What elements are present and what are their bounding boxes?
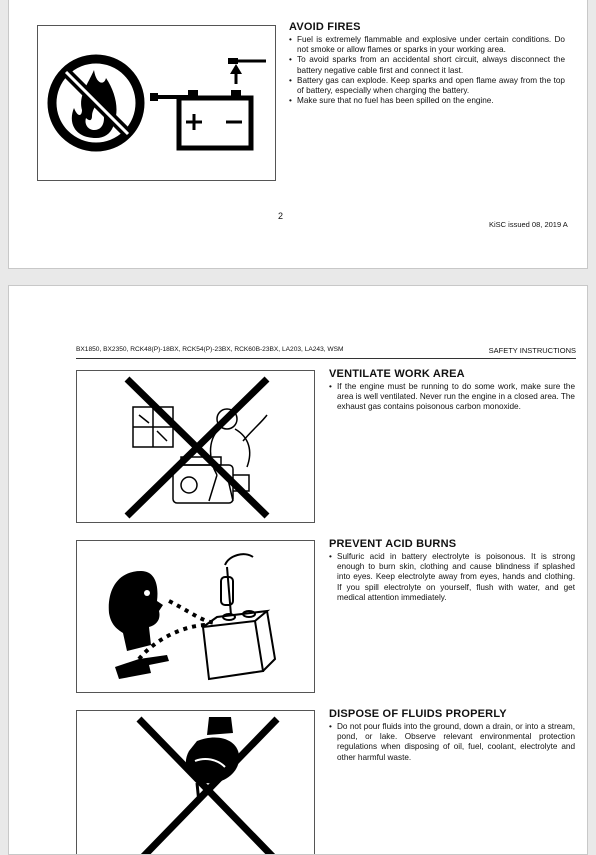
list-item: • Battery gas can explode. Keep sparks and open flame away from the top of battery, especially when charging the battery. (289, 76, 565, 96)
bullet-list (329, 552, 575, 603)
bullet-list (329, 382, 575, 413)
acid-burns-section (329, 538, 575, 603)
avoid-fires-section (289, 21, 565, 106)
battery-icon (203, 611, 275, 679)
manual-page-bottom (8, 285, 588, 855)
list-item: • If the engine must be running to do some work, make sure the area is well ventilated. Never run the engine in a closed area. The exhaust gas contains poisonous carbon monoxide. (329, 382, 575, 413)
chapter-title: SAFETY INSTRUCTIONS (488, 346, 576, 355)
section-heading: DISPOSE OF FLUIDS PROPERLY (329, 708, 507, 720)
dispose-fluids-section (329, 708, 575, 763)
section-heading: AVOID FIRES (289, 21, 361, 33)
page-number: 2 (278, 211, 284, 221)
list-item: • Make sure that no fuel has been spilled on the engine. (289, 96, 565, 106)
pointing-hand-icon (115, 655, 169, 679)
issued-note: KiSC issued 08, 2019 A (489, 220, 568, 229)
model-list: BX1850, BX2350, RCK48(P)-18BX, RCK54(P)-23BX, RCK60B-23BX, LA203, LA243, WSM (76, 346, 344, 353)
acid-burns-illustration (76, 540, 315, 693)
list-item: • To avoid sparks from an accidental short circuit, always disconnect the battery negative cable first and connect it last. (289, 55, 565, 75)
list-item: • Do not pour fluids into the ground, down a drain, or into a stream, pond, or lake. Observe relevant environmental protection regulations when disposing of oil, fuel, coolant, electrolyte and other harmful waste. (329, 722, 575, 763)
no-flame-icon (52, 59, 140, 147)
dispose-fluids-illustration (76, 710, 315, 855)
hydrometer-icon (221, 554, 253, 615)
section-heading: PREVENT ACID BURNS (329, 538, 457, 550)
manual-page-top (8, 0, 588, 269)
avoid-fires-illustration (37, 25, 276, 181)
window-icon (133, 407, 173, 447)
list-item: • Sulfuric acid in battery electrolyte is poisonous. It is strong enough to burn skin, clothing and cause blindness if splashed into eyes. Keep electrolyte away from eyes, hands and clothing. If you spill electrolyte on yourself, flush with water, and get medical attention immediately. (329, 552, 575, 603)
section-heading: VENTILATE WORK AREA (329, 368, 465, 380)
head-silhouette-icon (109, 571, 163, 651)
bullet-list (329, 722, 575, 763)
battery-icon (150, 58, 266, 148)
list-item: • Fuel is extremely flammable and explosive under certain conditions. Do not smoke or allow flames or sparks in your working area. (289, 35, 565, 55)
running-header (76, 346, 576, 359)
ventilate-section (329, 368, 575, 413)
ventilate-illustration (76, 370, 315, 523)
bullet-list (289, 35, 565, 106)
